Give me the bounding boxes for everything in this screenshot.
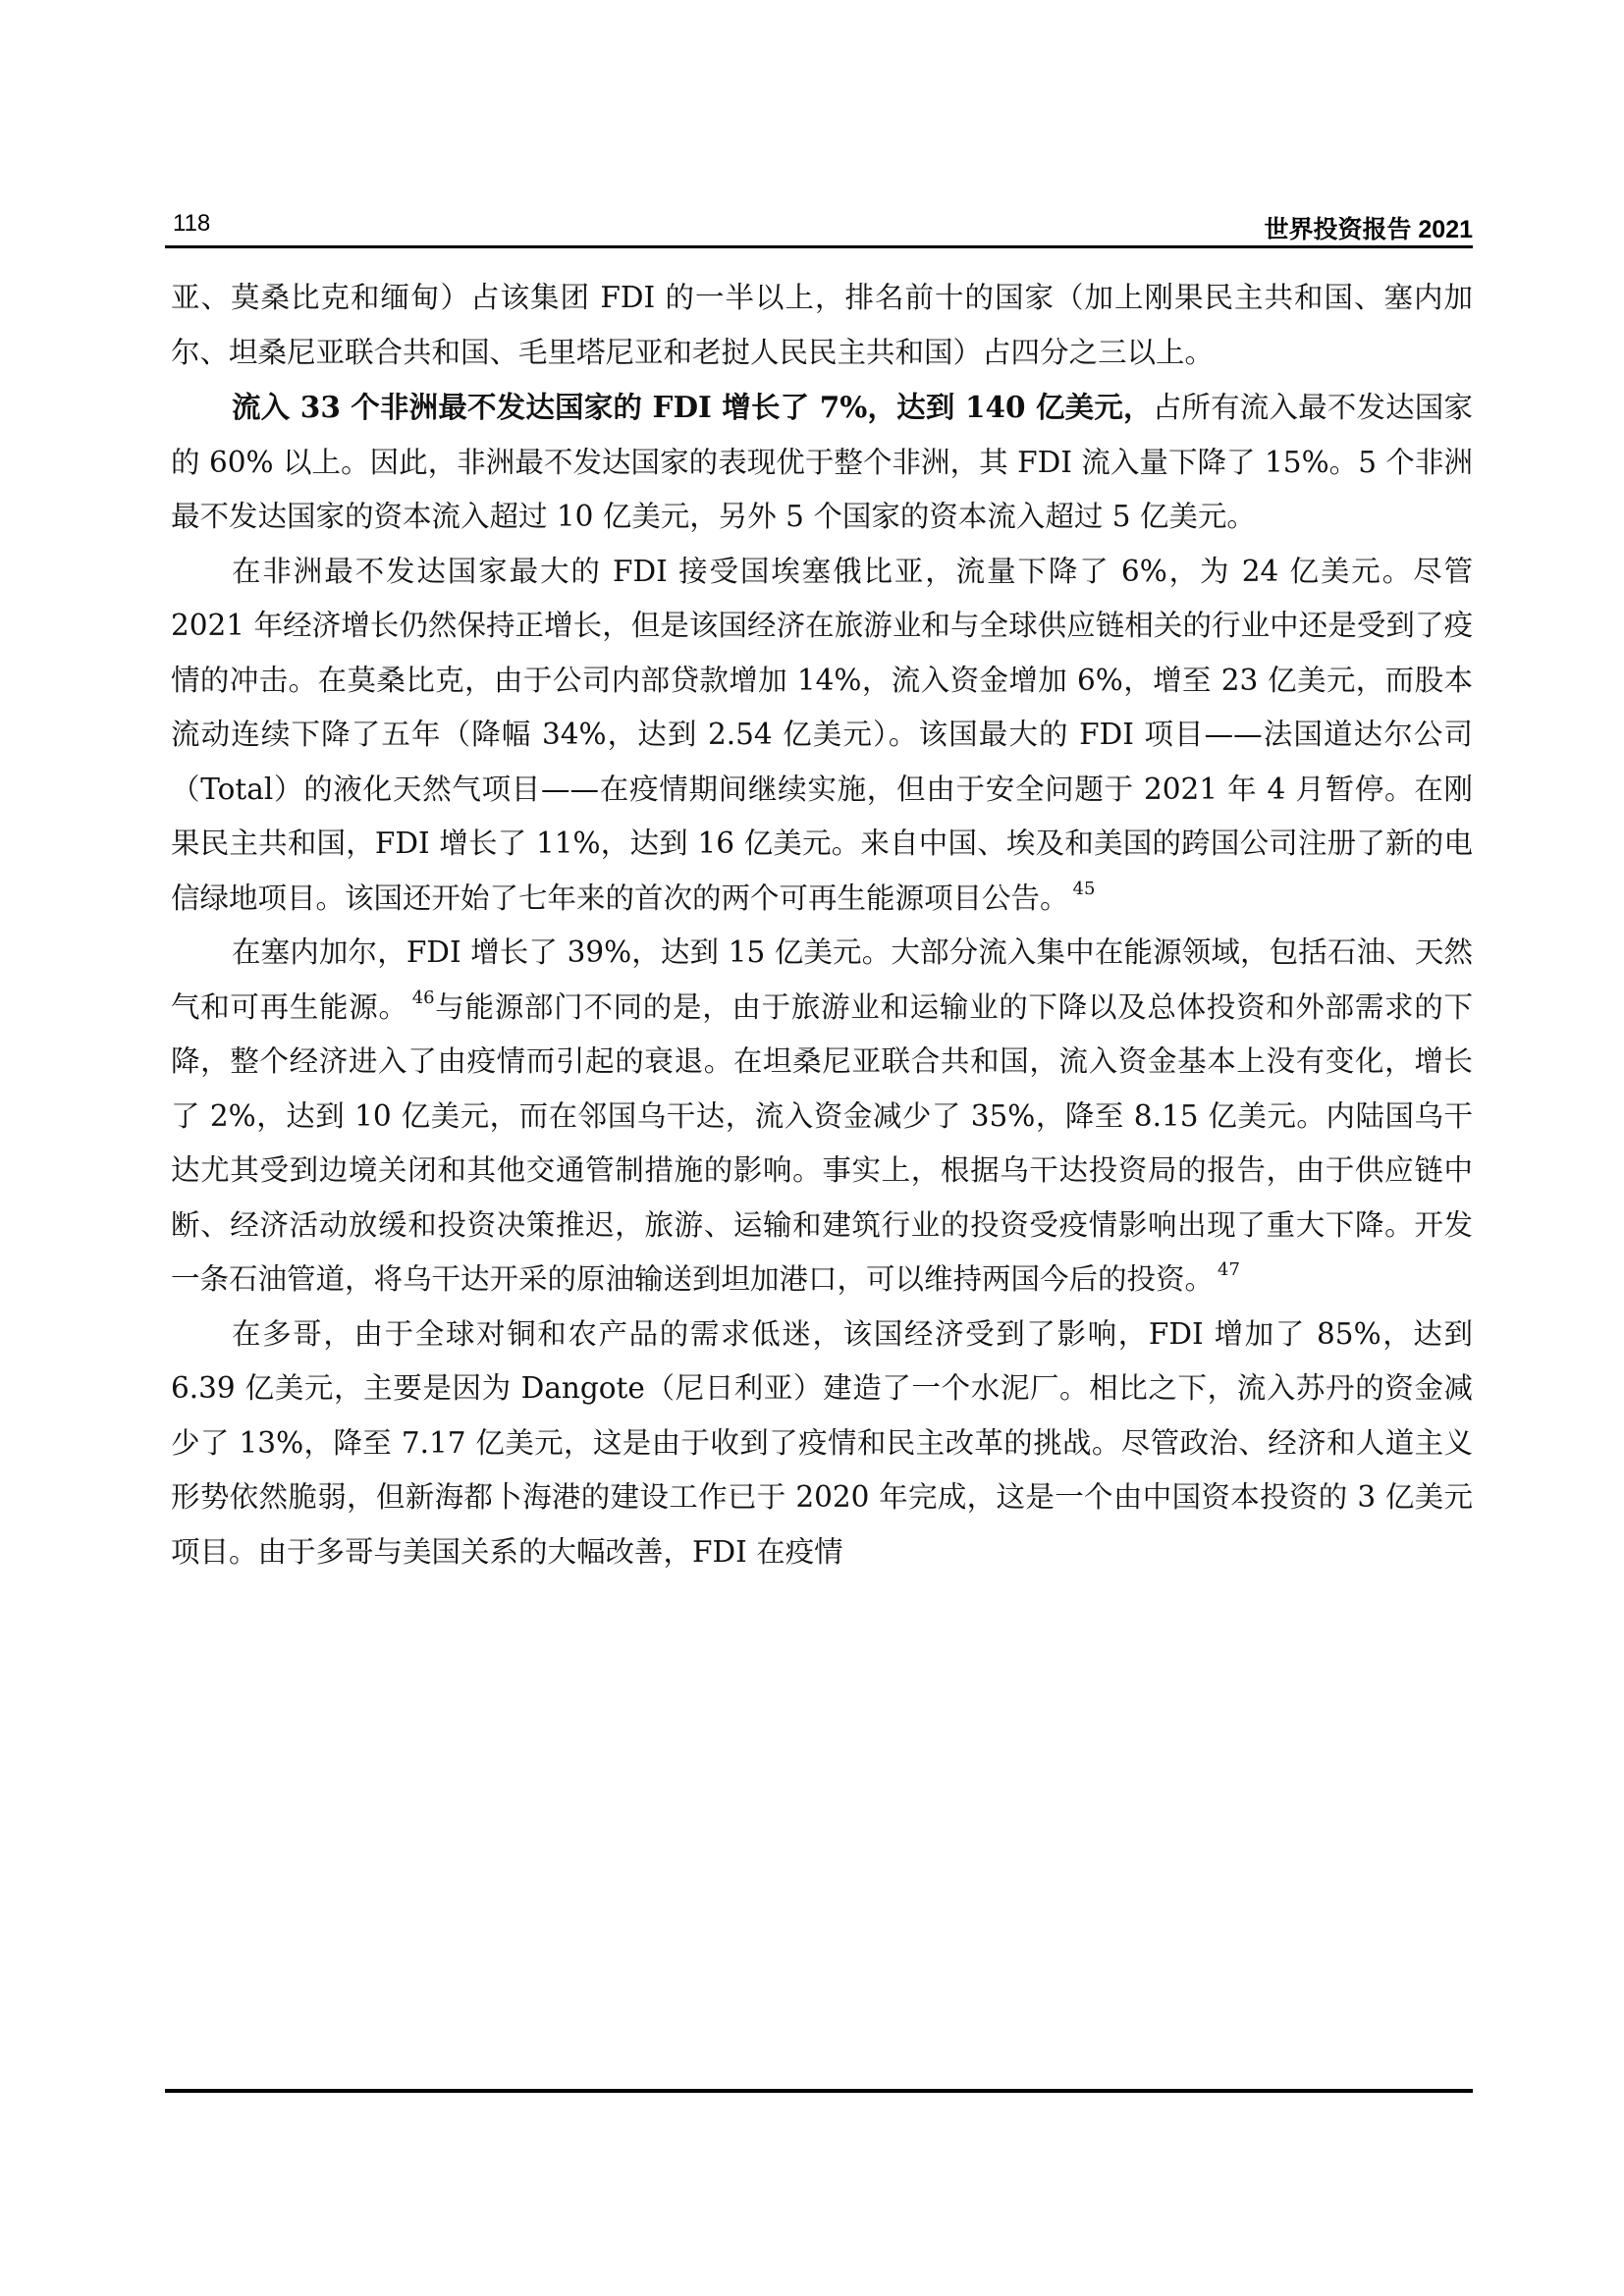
- paragraph-lead-sentence: 流入 33 个非洲最不发达国家的 FDI 增长了 7%，达到 140 亿美元，: [232, 390, 1153, 424]
- footnote-ref-46[interactable]: 46: [411, 987, 435, 1008]
- paragraph-senegal: 在塞内加尔，FDI 增长了 39%，达到 15 亿美元。大部分流入集中在能源领域，包括石油、天然气和可再生能源。 $^{46}$与能源部门不同的是，由于旅游业和运输业的下降以及总体投资和外部需求的下降，整个经济进入了由疫情而引起的衰退。在坦桑尼亚联合共和国，流入资金基本上没有变化，增长了 2%，达到 10 亿美元，而在邻国乌干达，流入资金减少了 35%，降至 8.15 亿美元。内陆国乌干达尤其受到边境关闭和其他交通管制措施的影响。事实上，根据乌干达投资局的报告，由于供应链中断、经济活动放缓和投资决策推迟，旅游、运输和建筑行业的投资受疫情影响出现了重大下降。开发一条石油管道，将乌干达开采的原油输送到坦加港口，可以维持两国今后的投资。 $^{47}$: [171, 935, 1473, 1296]
- footnote-ref-47[interactable]: 47: [1218, 1259, 1240, 1280]
- paragraph-continuation: 亚、莫桑比克和缅甸）占该集团 FDI 的一半以上，排名前十的国家（加上刚果民主共和国、塞内加尔、坦桑尼亚联合共和国、毛里塔尼亚和老挝人民民主共和国）占四分之三以上。: [171, 281, 1473, 369]
- footer-rule: [165, 2089, 1473, 2093]
- footnote-ref-45[interactable]: 45: [1072, 878, 1096, 899]
- running-title: 世界投资报告 2021: [1264, 216, 1473, 243]
- paragraph-lds-africa: 流入 33 个非洲最不发达国家的 FDI 增长了 7%，达到 140 亿美元，占所有流入最不发达国家的 60% 以上。因此，非洲最不发达国家的表现优于整个非洲，其 FDI 流入量下降了 15%。5 个非洲最不发达国家的资本流入超过 10 亿美元，另外 5 个国家的资本流入超过 5 亿美元。: [171, 390, 1473, 533]
- paragraph-ethiopia: 在非洲最不发达国家最大的 FDI 接受国埃塞俄比亚，流量下降了 6%，为 24 亿美元。尽管 2021 年经济增长仍然保持正增长，但是该国经济在旅游业和与全球供应链相关的行业中还是受到了疫情的冲击。在莫桑比克，由于公司内部贷款增加 14%，流入资金增加 6%，增至 23 亿美元，而股本流动连续下降了五年（降幅 34%，达到 2.54 亿美元）。该国最大的 FDI 项目——法国道达尔公司（Total）的液化天然气项目——在疫情期间继续实施，但由于安全问题于 2021 年 4 月暂停。在刚果民主共和国，FDI 增长了 11%，达到 16 亿美元。来自中国、埃及和美国的跨国公司注册了新的电信绿地项目。该国还开始了七年来的首次的两个可再生能源项目公告。 $^{45}$: [171, 554, 1473, 915]
- body-text: [171, 271, 1473, 1579]
- page-number: 118: [173, 210, 211, 237]
- header-rule: [165, 245, 1473, 248]
- paragraph-togo: 在多哥，由于全球对铜和农产品的需求低迷，该国经济受到了影响，FDI 增加了 85%，达到 6.39 亿美元，主要是因为 Dangote（尼日利亚）建造了一个水泥厂。相比之下，流入苏丹的资金减少了 13%，降至 7.17 亿美元，这是由于收到了疫情和民主改革的挑战。尽管政治、经济和人道主义形势依然脆弱，但新海都卜海港的建设工作已于 2020 年完成，这是一个由中国资本投资的 3 亿美元项目。由于多哥与美国关系的大幅改善，FDI 在疫情: [171, 1316, 1473, 1569]
- page-header: [165, 204, 1473, 243]
